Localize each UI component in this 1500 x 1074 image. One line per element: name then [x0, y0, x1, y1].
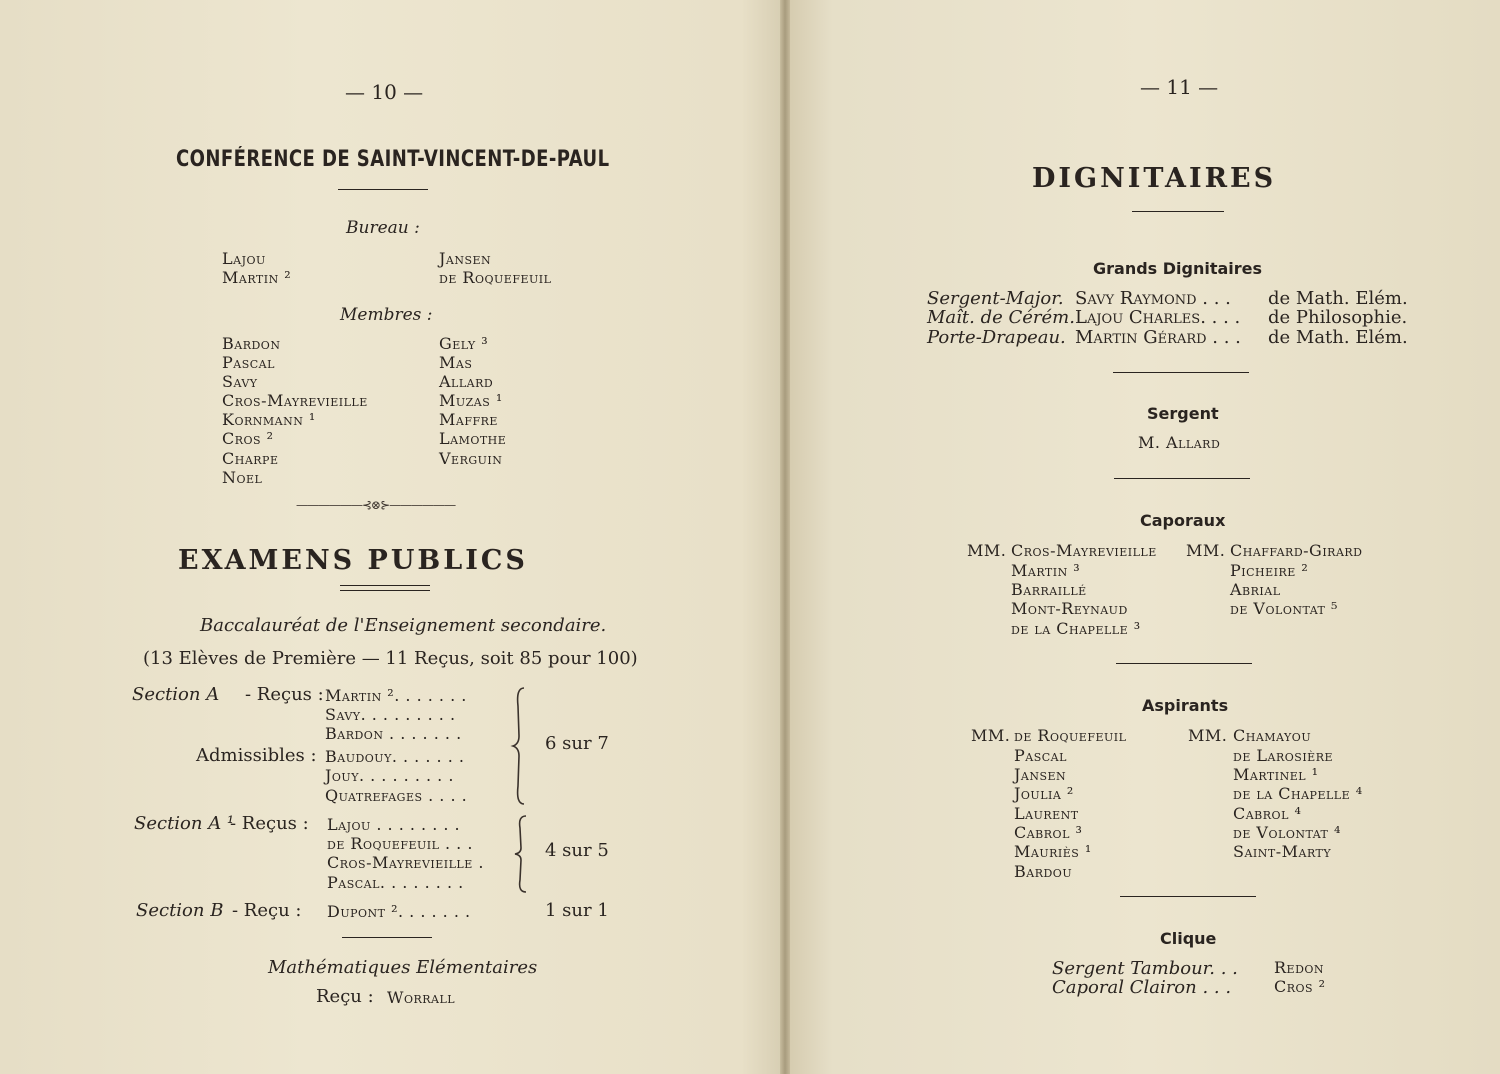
member-name: Pascal	[222, 353, 275, 372]
divider	[1114, 478, 1250, 479]
mm-label: MM.	[967, 541, 1007, 560]
section-b-score: 1 sur 1	[545, 900, 609, 921]
aspirant-name: Mauriès ¹	[1014, 842, 1092, 861]
exam-name: Cros-Mayrevieille .	[327, 853, 484, 872]
grands-heading: Grands Dignitaires	[1093, 259, 1263, 278]
divider	[338, 189, 428, 190]
ornament: ——————⊰⊗⊱——————	[296, 498, 456, 512]
section-b-label: Section B	[136, 900, 224, 921]
caporal-name: Abrial	[1230, 580, 1281, 599]
aspirant-name: Cabrol ³	[1014, 823, 1083, 842]
aspirant-name: Jansen	[1014, 765, 1067, 784]
member-name: Cros-Mayrevieille	[222, 391, 368, 410]
section-a-score: 6 sur 7	[545, 733, 609, 754]
section-a-recus: - Reçus :	[245, 684, 324, 705]
aspirant-name: Laurent	[1014, 804, 1079, 823]
member-name: Cros ²	[222, 429, 274, 448]
dignitaire-name: Lajou Charles. . . .	[1075, 307, 1241, 328]
member-name: Muzas ¹	[439, 391, 503, 410]
member-name: Gely ³	[439, 334, 489, 353]
conference-title: CONFÉRENCE DE SAINT-VINCENT-DE-PAUL	[176, 147, 610, 172]
exam-name: Quatrefages . . . .	[325, 786, 468, 805]
sergent-name: M. Allard	[1138, 433, 1221, 452]
exam-name: Savy. . . . . . . . .	[325, 705, 456, 724]
aspirant-name: de Larosière	[1233, 746, 1334, 765]
clique-name: Cros ²	[1274, 977, 1326, 996]
rank: Maît. de Cérém.	[927, 307, 1075, 328]
section-a1-recus: - Reçus :	[230, 813, 309, 834]
bureau-name: Martin ²	[222, 268, 292, 287]
divider	[1132, 211, 1224, 212]
exam-name: de Roquefeuil . . .	[327, 834, 473, 853]
divider	[340, 590, 430, 591]
right-page-number: — 11 —	[1140, 75, 1219, 99]
math-title: Mathématiques Elémentaires	[268, 957, 538, 978]
clique-name: Redon	[1274, 958, 1325, 977]
divider	[1120, 896, 1256, 897]
right-page	[790, 0, 1500, 1074]
member-name: Savy	[222, 372, 258, 391]
exam-name: Baudouy. . . . . . .	[325, 747, 465, 766]
dignitaires-title: DIGNITAIRES	[1032, 163, 1277, 194]
examens-title: EXAMENS PUBLICS	[178, 545, 528, 576]
member-name: Noel	[222, 468, 263, 487]
aspirants-heading: Aspirants	[1142, 696, 1229, 715]
member-name: Allard	[439, 372, 494, 391]
dignitaire-class: de Math. Elém.	[1268, 327, 1408, 348]
bac-subtitle: Baccalauréat de l'Enseignement secondaire.	[200, 615, 607, 636]
divider	[1113, 372, 1249, 373]
exam-name: Lajou . . . . . . . .	[327, 815, 461, 834]
aspirant-name: Bardou	[1014, 862, 1073, 881]
bureau-label: Bureau :	[346, 218, 420, 238]
clique-heading: Clique	[1160, 929, 1217, 948]
aspirant-name: de la Chapelle ⁴	[1233, 784, 1363, 803]
exam-name: Dupont ². . . . . . .	[327, 902, 471, 921]
dignitaire-class: de Math. Elém.	[1268, 288, 1408, 309]
section-a-label: Section A	[132, 684, 220, 705]
admissibles-label: Admissibles :	[196, 745, 317, 766]
bureau-name: de Roquefeuil	[439, 268, 552, 287]
mm-label: MM.	[1186, 541, 1226, 560]
member-name: Bardon	[222, 334, 281, 353]
aspirant-name: Cabrol ⁴	[1233, 804, 1302, 823]
sergent-heading: Sergent	[1147, 404, 1219, 423]
divider	[1116, 663, 1252, 664]
rank: Porte-Drapeau.	[927, 327, 1066, 348]
exam-name: Pascal. . . . . . . .	[327, 873, 464, 892]
section-b-recu: - Reçu :	[232, 900, 302, 921]
caporal-name: Chaffard-Girard	[1230, 541, 1363, 560]
member-name: Verguin	[439, 449, 503, 468]
aspirant-name: Martinel ¹	[1233, 765, 1319, 784]
aspirant-name: Joulia ²	[1014, 784, 1074, 803]
caporal-name: Cros-Mayrevieille	[1011, 541, 1157, 560]
caporal-name: Mont-Reynaud	[1011, 599, 1128, 618]
clique-role: Sergent Tambour. . .	[1052, 958, 1238, 979]
caporal-name: de la Chapelle ³	[1011, 619, 1141, 638]
bureau-name: Lajou	[222, 249, 266, 268]
math-recu-label: Reçu :	[316, 986, 374, 1007]
dignitaire-name: Savy Raymond . . .	[1075, 288, 1231, 309]
aspirant-name: de Volontat ⁴	[1233, 823, 1341, 842]
member-name: Lamothe	[439, 429, 507, 448]
exam-name: Bardon . . . . . . .	[325, 724, 462, 743]
clique-role: Caporal Clairon . . .	[1052, 977, 1232, 998]
bureau-name: Jansen	[439, 249, 492, 268]
member-name: Kornmann ¹	[222, 410, 316, 429]
mm-label: MM.	[971, 726, 1011, 745]
mm-label: MM.	[1188, 726, 1228, 745]
membres-label: Membres :	[340, 305, 433, 325]
brace-icon	[512, 814, 532, 894]
aspirant-name: de Roquefeuil	[1014, 726, 1127, 745]
aspirant-name: Chamayou	[1233, 726, 1312, 745]
member-name: Mas	[439, 353, 473, 372]
caporal-name: de Volontat ⁵	[1230, 599, 1338, 618]
brace-icon	[510, 686, 530, 806]
member-name: Maffre	[439, 410, 498, 429]
member-name: Charpe	[222, 449, 279, 468]
caporal-name: Barraillé	[1011, 580, 1087, 599]
exam-name: Jouy. . . . . . . . .	[325, 766, 454, 785]
left-page-number: — 10 —	[345, 80, 424, 104]
section-a1-label: Section A ¹	[134, 813, 235, 834]
aspirant-name: Saint-Marty	[1233, 842, 1332, 861]
dignitaire-class: de Philosophie.	[1268, 307, 1408, 328]
aspirant-name: Pascal	[1014, 746, 1067, 765]
book-gutter	[780, 0, 790, 1074]
section-a1-score: 4 sur 5	[545, 840, 609, 861]
divider	[342, 937, 432, 938]
exam-name: Martin ². . . . . . .	[325, 686, 467, 705]
math-recu-name: Worrall	[387, 988, 456, 1007]
divider	[340, 585, 430, 586]
rank: Sergent-Major.	[927, 288, 1064, 309]
bac-summary: (13 Elèves de Première — 11 Reçus, soit 85 pour 100)	[143, 648, 638, 669]
caporal-name: Martin ³	[1011, 561, 1081, 580]
caporaux-heading: Caporaux	[1140, 511, 1226, 530]
caporal-name: Picheire ²	[1230, 561, 1309, 580]
dignitaire-name: Martin Gérard . . .	[1075, 327, 1241, 348]
